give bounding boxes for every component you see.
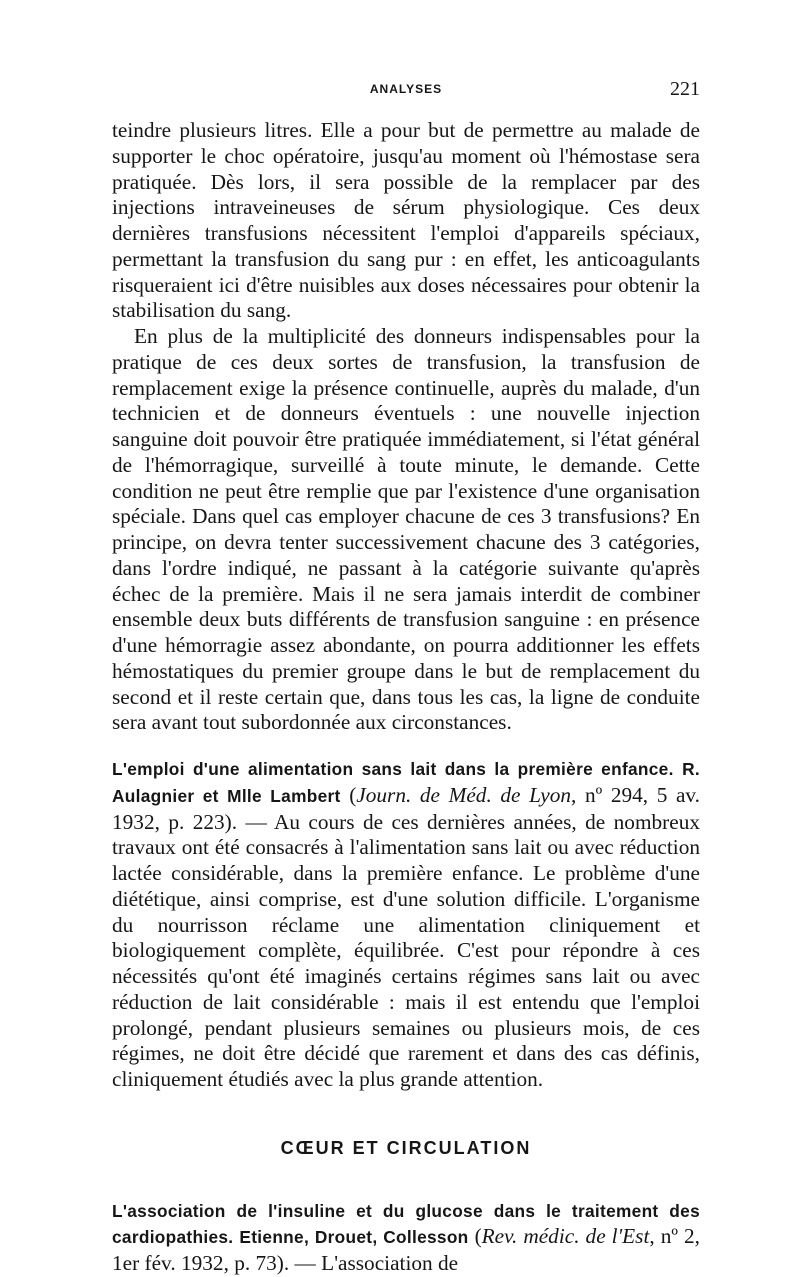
paragraph-continuation: teindre plusieurs litres. Elle a pour but de permettre au malade de supporter le choc opératoire, jusqu'au moment où l'hémostase sera pratiquée. Dès lors, il sera possible de la remplacer par des injections intraveineuses de sérum physiologique. Ces deux dernières transfusions nécessitent l'emploi d'appareils spéciaux, permettant la transfusion du sang pur : en effet, les anticoagulants risqueraient ici d'être nuisibles aux doses nécessaires pour obtenir la stabilisation du sang. [112,118,700,323]
article-text: — L'association de [289,1251,459,1275]
citation-open: ( [468,1224,482,1249]
article-authors: R. Aulagnier et Mlle Lambert [112,759,700,806]
body-text [112,118,700,1277]
running-head [112,80,700,100]
section-heading: CŒUR ET CIRCULATION [280,1137,532,1158]
citation-details: , nº 294, 5 av. 1932, p. 223). [112,782,700,834]
journal-name: Rev. médic. de l'Est [481,1224,650,1249]
running-title: ANALYSES [369,82,443,96]
article-alimentation [112,756,700,1093]
journal-name: Journ. de Méd. de Lyon [356,782,572,807]
article-title: L'emploi d'une alimentation sans lait dans la première enfance. [112,759,674,779]
article-text: — Au cours de ces dernières années, de nombreux travaux ont été consacrés à l'alimentation sans lait ou avec réduction lactée considérable, dans la première enfance. Le problème d'une diététique, ainsi comprise, est d'une solution difficile. L'organisme du nourrisson réclame une alimentation cliniquement et biologiquement complète, équilibrée. C'est pour répondre à ces nécessités qu'ont été imaginés certains régimes sans lait ou avec réduction de lait considérable : mais il est entendu que l'emploi prolongé, pendant plusieurs semaines ou plusieurs mois, de ces régimes, ne doit être décidé que rarement et dans des cas définis, cliniquement étudiés avec la plus grande attention. [112,809,700,1091]
paragraph-transfusion: En plus de la multiplicité des donneurs indispensables pour la pratique de ces deux sortes de transfusion, la transfusion de remplacement exige la présence continuelle, auprès du malade, d'un technicien et de donneurs éventuels : une nouvelle injection sanguine doit pouvoir être pratiquée immédiatement, si l'état général de l'hémorragique, surveillé à toute minute, le demande. Cette condition ne peut être remplie que par l'existence d'une organisation spéciale. Dans quel cas employer chacune de ces 3 transfusions? En principe, on devra tenter successivement chacune des 3 catégories, dans l'ordre indiqué, ne passant à la catégorie suivante qu'après échec de la première. Mais il ne sera jamais interdit de combiner ensemble deux buts différents de transfusion sanguine : en présence d'une hémorragie assez abondante, on pourra additionner les effets hémostatiques du premier groupe dans le but de remplacement du second et il reste certain que, dans tous les cas, la ligne de conduite sera avant tout subordonnée aux circonstances. [112,324,700,735]
article-insuline [112,1198,700,1277]
citation-details: , nº 2, 1er fév. 1932, p. 73). [112,1224,700,1275]
article-title: L'association de l'insuline et du glucose dans le traitement des cardiopathies. [112,1200,700,1248]
citation-open: ( [340,782,357,807]
article-authors: Etienne, Drouet, Collesson [239,1227,469,1248]
page-number: 221 [670,78,700,100]
